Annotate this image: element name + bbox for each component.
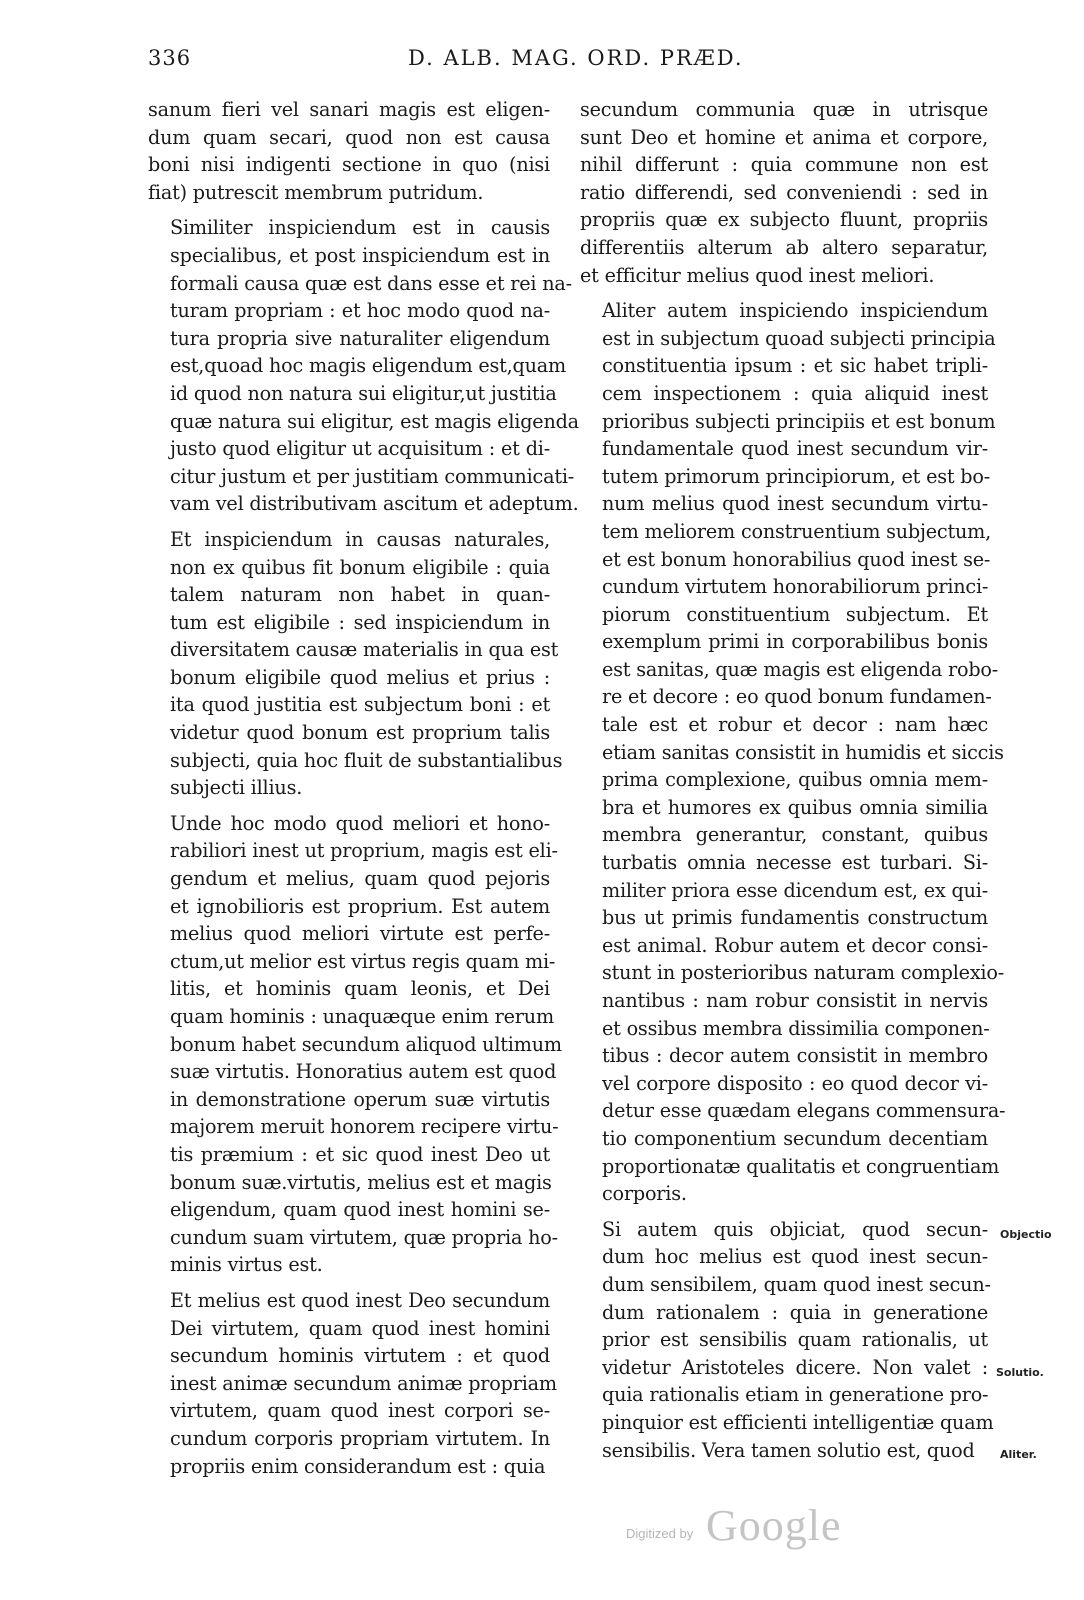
text-line: differentiis alterum ab altero separatur,: [580, 235, 988, 259]
text-line: quæ natura sui eligitur, est magis eligenda: [170, 409, 579, 433]
text-line: est,quoad hoc magis eligendum est,quam: [170, 354, 567, 378]
text-line: membra generantur, constant, quibus: [602, 823, 988, 847]
text-line: est in subjectum quoad subjecti principia: [602, 326, 996, 350]
text-line: pinquior est efficienti intelligentiæ quam: [602, 1410, 994, 1434]
text-line: sunt Deo et homine et anima et corpore,: [580, 125, 988, 149]
margin-note-objectio: Objectio: [1000, 1228, 1052, 1241]
text-line: est animal. Robur autem et decor consi-: [602, 933, 988, 957]
text-line: Aliter autem inspiciendo inspiciendum: [602, 299, 988, 323]
text-line: eligendum, quam quod inest homini se-: [170, 1198, 550, 1222]
text-line: bonum suæ.virtutis, melius est et magis: [170, 1170, 552, 1194]
text-line: Si autem quis objiciat, quod secun-: [602, 1217, 988, 1241]
text-line: gendum et melius, quam quod pejoris: [170, 867, 550, 891]
text-line: num melius quod inest secundum virtu-: [602, 492, 988, 516]
page-number: 336: [148, 46, 192, 70]
text-line: rabiliori inest ut proprium, magis est eli-: [170, 839, 558, 863]
text-line: turbatis omnia necesse est turbari. Si-: [602, 851, 988, 875]
text-line: dum quam secari, quod non est causa: [148, 125, 550, 149]
page-header: [148, 46, 988, 82]
paragraph: [580, 1216, 994, 1464]
text-line: specialibus, et post inspiciendum est in: [170, 243, 550, 267]
text-line: stunt in posterioribus naturam complexio-: [602, 961, 1005, 985]
text-line: vel corpore disposito : eo quod decor vi-: [602, 1071, 988, 1095]
text-line: turam propriam : et hoc modo quod na-: [170, 299, 550, 323]
text-line: ita quod justitia est subjectum boni : et: [170, 693, 550, 717]
text-line: secundum hominis virtutem : et quod: [170, 1344, 550, 1368]
text-line: justo quod eligitur ut acquisitum : et di-: [170, 437, 550, 461]
text-line: suæ virtutis. Honoratius autem est quod: [170, 1060, 557, 1084]
text-line: cundum suam virtutem, quæ propria ho-: [170, 1225, 558, 1249]
paragraph: [148, 214, 579, 518]
text-line: et ignobilioris est proprium. Est autem: [170, 894, 550, 918]
text-line: cundum virtutem honorabiliorum princi-: [602, 575, 989, 599]
paragraph: [580, 297, 1006, 1208]
right-column: [580, 96, 1006, 1464]
text-line: id quod non natura sui eligitur,ut justitia: [170, 381, 557, 405]
text-line: boni nisi indigenti sectione in quo (nisi: [148, 153, 550, 177]
text-line: vam vel distributivam ascitum et adeptum.: [170, 492, 579, 516]
paragraph: [148, 96, 550, 206]
text-line: minis virtus est.: [170, 1253, 323, 1277]
text-line: et efficitur melius quod inest meliori.: [580, 263, 935, 287]
text-line: tale est et robur et decor : nam hæc: [602, 713, 988, 737]
text-line: inest animæ secundum animæ propriam: [170, 1371, 557, 1395]
text-line: subjecti, quia hoc fluit de substantialibus: [170, 748, 563, 772]
text-line: dum hoc melius est quod inest secun-: [602, 1245, 988, 1269]
text-line: Et inspiciendum in causas naturales,: [170, 527, 550, 551]
text-line: et est bonum honorabilius quod inest se-: [602, 547, 991, 571]
text-line: talem naturam non habet in quan-: [170, 583, 550, 607]
text-line: ratio differendi, sed conveniendi : sed in: [580, 180, 988, 204]
text-line: piorum constituentium subjectum. Et: [602, 602, 988, 626]
text-line: detur esse quædam elegans commensura-: [602, 1099, 1006, 1123]
text-line: propriis quæ ex subjecto fluunt, propriis: [580, 208, 988, 232]
text-line: bonum eligibile quod melius et prius :: [170, 665, 550, 689]
text-line: dum sensibilem, quam quod inest secun-: [602, 1272, 991, 1296]
text-line: prima complexione, quibus omnia mem-: [602, 768, 988, 792]
text-line: diversitatem causæ materialis in qua est: [170, 638, 559, 662]
text-line: re et decore : eo quod bonum fundamen-: [602, 685, 992, 709]
google-logo: Google: [706, 1501, 842, 1550]
text-line: videtur Aristoteles dicere. Non valet :: [602, 1355, 988, 1379]
text-line: sanum fieri vel sanari magis est eligen-: [148, 98, 550, 121]
text-line: Similiter inspiciendum est in causis: [170, 216, 550, 240]
text-line: nantibus : nam robur consistit in nervis: [602, 989, 988, 1012]
paragraph: [148, 810, 562, 1279]
text-line: formali causa quæ est dans esse et rei na-: [170, 271, 572, 295]
text-line: tio componentium secundum decentiam: [602, 1126, 988, 1150]
digitized-label: Digitized by: [626, 1526, 694, 1541]
text-line: Dei virtutem, quam quod inest homini: [170, 1316, 550, 1340]
text-line: militer priora esse dicendum est, ex qui-: [602, 878, 988, 902]
text-line: in demonstratione operum suæ virtutis: [170, 1087, 550, 1111]
text-line: constituentia ipsum : et sic habet tripli-: [602, 354, 988, 378]
left-column: [148, 96, 579, 1480]
text-line: prioribus subjecti principiis et est bonum: [602, 409, 996, 433]
text-line: bonum habet secundum aliquod ultimum: [170, 1032, 562, 1056]
margin-note-aliter: Aliter.: [1000, 1448, 1037, 1461]
text-line: corporis.: [602, 1182, 687, 1206]
text-line: tibus : decor autem consistit in membro: [602, 1044, 988, 1068]
digitized-watermark: [626, 1500, 856, 1560]
text-line: majorem meruit honorem recipere virtu-: [170, 1115, 559, 1139]
text-line: tem meliorem construentium subjectum,: [602, 519, 992, 543]
text-line: proportionatæ qualitatis et congruentiam: [602, 1154, 1000, 1178]
text-line: fundamentale quod inest secundum vir-: [602, 437, 988, 461]
text-line: et ossibus membra dissimilia componen-: [602, 1016, 990, 1040]
text-line: nihil differunt : quia commune non est: [580, 153, 988, 177]
running-title: D. ALB. MAG. ORD. PRÆD.: [408, 46, 744, 70]
paragraph: [580, 96, 988, 289]
text-line: non ex quibus fit bonum eligibile : quia: [170, 555, 550, 579]
text-line: litis, et hominis quam leonis, et Dei: [170, 977, 550, 1001]
text-line: citur justum et per justitiam communicati-: [170, 464, 575, 488]
text-line: est sanitas, quæ magis est eligenda robo-: [602, 657, 999, 681]
text-line: tutem primorum principiorum, et est bo-: [602, 464, 991, 488]
text-line: ctum,ut melior est virtus regis quam mi-: [170, 949, 556, 973]
text-line: dum rationalem : quia in generatione: [602, 1300, 988, 1324]
text-line: bra et humores ex quibus omnia similia: [602, 795, 988, 819]
text-line: exemplum primi in corporabilibus bonis: [602, 630, 988, 654]
text-line: cem inspectionem : quia aliquid inest: [602, 381, 988, 405]
text-line: subjecti illius.: [170, 776, 303, 800]
paragraph: [148, 1287, 557, 1480]
margin-note-solutio: Solutio.: [996, 1366, 1044, 1379]
text-line: sensibilis. Vera tamen solutio est, quod: [602, 1438, 975, 1462]
text-line: melius quod meliori virtute est perfe-: [170, 922, 550, 946]
text-line: quam hominis : unaquæque enim rerum: [170, 1005, 554, 1028]
text-line: propriis enim considerandum est : quia: [170, 1454, 546, 1478]
text-line: Et melius est quod inest Deo secundum: [170, 1288, 550, 1312]
text-line: tura propria sive naturaliter eligendum: [170, 326, 550, 350]
text-line: secundum communia quæ in utrisque: [580, 98, 988, 121]
text-line: virtutem, quam quod inest corpori se-: [170, 1399, 550, 1423]
text-line: etiam sanitas consistit in humidis et siccis: [602, 740, 1004, 764]
text-line: cundum corporis propriam virtutem. In: [170, 1426, 550, 1450]
text-line: fiat) putrescit membrum putridum.: [148, 180, 484, 204]
paragraph: [148, 526, 563, 802]
text-line: videtur quod bonum est proprium talis: [170, 721, 550, 745]
text-line: tis præmium : et sic quod inest Deo ut: [170, 1142, 550, 1166]
text-line: quia rationalis etiam in generatione pro-: [602, 1383, 989, 1407]
text-line: tum est eligibile : sed inspiciendum in: [170, 610, 550, 634]
text-line: bus ut primis fundamentis constructum: [602, 906, 988, 930]
text-line: Unde hoc modo quod meliori et hono-: [170, 811, 550, 835]
text-line: prior est sensibilis quam rationalis, ut: [602, 1328, 988, 1352]
